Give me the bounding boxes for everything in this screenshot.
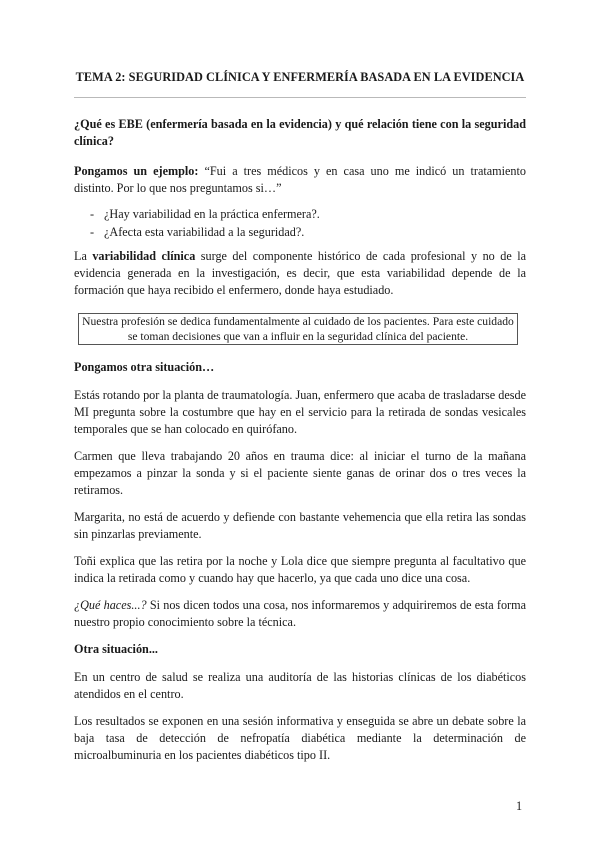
section-question: ¿Qué es EBE (enfermería basada en la evidencia) y qué relación tiene con la seguridad clínica? <box>74 117 526 148</box>
example-text: “Fui a tres médicos y en casa uno me indicó un tratamiento distinto. Por lo que nos preguntamos si…” <box>74 164 526 195</box>
variability-term: variabilidad clínica <box>92 249 196 263</box>
title-divider <box>74 97 526 98</box>
paragraph-margarita: Margarita, no está de acuerdo y defiende con bastante vehemencia que ella retira las sondas sin pinzarlas previamente. <box>74 510 526 541</box>
page-number: 1 <box>516 799 523 813</box>
que-haces-italic: ¿Qué haces...? <box>74 598 147 612</box>
list-item: - ¿Afecta esta variabilidad a la seguridad?. <box>90 225 305 239</box>
paragraph-centro: En un centro de salud se realiza una auditoría de las historias clínicas de los diabéticos atendidos en el centro. <box>74 670 526 701</box>
que-haces-text: Si nos dicen todos una cosa, nos informaremos y adquiriremos de esta forma nuestro propio conocimiento sobre la técnica. <box>74 598 526 629</box>
list-item-text: ¿Afecta esta variabilidad a la seguridad?. <box>104 225 305 239</box>
list-item-text: ¿Hay variabilidad en la práctica enfermera?. <box>104 207 320 221</box>
paragraph-carmen: Carmen que lleva trabajando 20 años en trauma dice: al iniciar el turno de la mañana empezamos a pinzar la sonda y si el paciente siente ganas de orinar dos o tres veces la retiramos. <box>74 449 526 497</box>
paragraph-que-haces <box>74 597 526 631</box>
list-item: - ¿Hay variabilidad en la práctica enfermera?. <box>90 207 320 221</box>
heading-situation: Pongamos otra situación… <box>74 360 215 374</box>
heading-other: Otra situación... <box>74 642 158 656</box>
highlight-box: Nuestra profesión se dedica fundamentalmente al cuidado de los pacientes. Para este cuidado se toman decisiones que van a influir en la seguridad clínica del paciente. <box>78 313 518 345</box>
question-list <box>74 205 526 241</box>
variability-pre: La <box>74 249 93 263</box>
paragraph-tonu: Toñi explica que las retira por la noche y Lola dice que siempre pregunta al facultativo que indica la retirada como y cuando hay que hacerlo, ya que cada uno dice una cosa. <box>74 554 526 585</box>
document-title: TEMA 2: SEGURIDAD CLÍNICA Y ENFERMERÍA BASADA EN LA EVIDENCIA <box>75 70 525 84</box>
paragraph-juan: Estás rotando por la planta de traumatología. Juan, enfermero que acaba de trasladarse desde MI pregunta sobre la costumbre que hay en el servicio para la retirada de sondas vesicales temporales que se han colocado en quirófano. <box>74 388 526 436</box>
example-paragraph <box>74 163 526 197</box>
variability-paragraph <box>74 248 526 299</box>
variability-post: surge del componente histórico de cada profesional y no de la evidencia generada en la investigación, es decir, que esta variabilidad depende de la formación que haya recibido el enfermero, donde haya estudiado. <box>74 249 526 297</box>
paragraph-resultados: Los resultados se exponen en una sesión informativa y enseguida se abre un debate sobre la baja tasa de detección de nefropatía diabética mediante la determinación de microalbuminuria en los pacientes diabéticos tipo II. <box>74 714 526 762</box>
example-label: Pongamos un ejemplo: <box>74 164 199 178</box>
